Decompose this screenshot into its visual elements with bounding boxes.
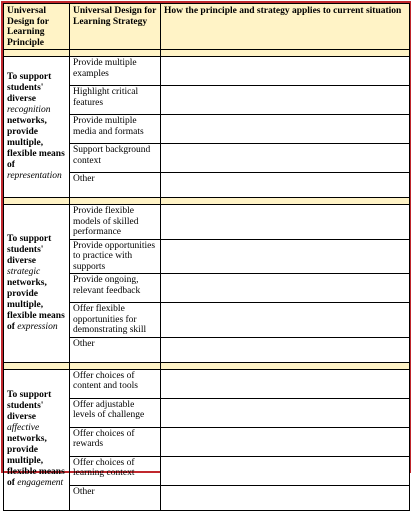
strategy-cell: Offer choices of learning context [70,456,161,485]
application-cell[interactable] [161,303,410,338]
strategy-cell: Provide opportunities to practice with supports [70,239,161,274]
application-cell[interactable] [161,86,410,115]
application-cell[interactable] [161,115,410,144]
strategy-cell: Provide multiple media and formats [70,115,161,144]
principle-keyword: strategic [7,266,41,277]
principle-cell [4,369,70,510]
application-cell[interactable] [161,485,410,510]
strategy-row [4,369,410,398]
header-row [4,4,410,50]
application-cell[interactable] [161,398,410,427]
application-cell[interactable] [161,173,410,198]
header-principle: Universal Design for Learning Principle [4,4,70,50]
principle-keyword: recognition [7,105,51,115]
strategy-cell: Provide multiple examples [70,57,161,86]
principle-tail: networks, provide multiple, flexible means of [7,434,65,488]
principle-lead: To support students' diverse [7,390,52,422]
application-cell[interactable] [161,337,410,362]
principle-keyword: affective [7,423,40,433]
application-cell[interactable] [161,144,410,173]
udl-worksheet-frame [1,1,411,497]
section-divider [4,362,410,369]
strategy-cell: Offer choices of content and tools [70,369,161,398]
strategy-cell: Support background context [70,144,161,173]
strategy-cell: Offer adjustable levels of challenge [70,398,161,427]
strategy-cell: Offer flexible opportunities for demonstrating skill [70,303,161,338]
header-strategy: Universal Design for Learning Strategy [70,4,161,50]
principle-lead: To support students' diverse [7,72,52,104]
section-divider [4,198,410,205]
strategy-cell: Highlight critical features [70,86,161,115]
application-cell[interactable] [161,205,410,240]
strategy-cell: Offer choices of rewards [70,427,161,456]
udl-table [3,3,410,511]
principle-tail: networks, provide multiple, flexible means of [7,277,65,332]
strategy-cell: Provide flexible models of skilled performance [70,205,161,240]
header-application: How the principle and strategy applies to current situation [161,4,410,50]
principle-end: representation [7,171,62,181]
strategy-cell: Other [70,337,161,362]
strategy-cell: Provide ongoing, relevant feedback [70,274,161,303]
principle-end: expression [17,321,58,332]
application-cell[interactable] [161,57,410,86]
application-cell[interactable] [161,274,410,303]
application-cell[interactable] [161,427,410,456]
strategy-row [4,205,410,240]
principle-end: engagement [17,478,64,488]
strategy-row [4,57,410,86]
section-divider [4,50,410,57]
strategy-cell: Other [70,173,161,198]
application-cell[interactable] [161,239,410,274]
principle-cell [4,57,70,198]
strategy-cell: Other [70,485,161,510]
application-cell[interactable] [161,456,410,485]
principle-lead: To support students' diverse [7,233,52,266]
application-cell[interactable] [161,369,410,398]
principle-cell [4,205,70,363]
principle-tail: networks, provide multiple, flexible means of [7,116,65,170]
